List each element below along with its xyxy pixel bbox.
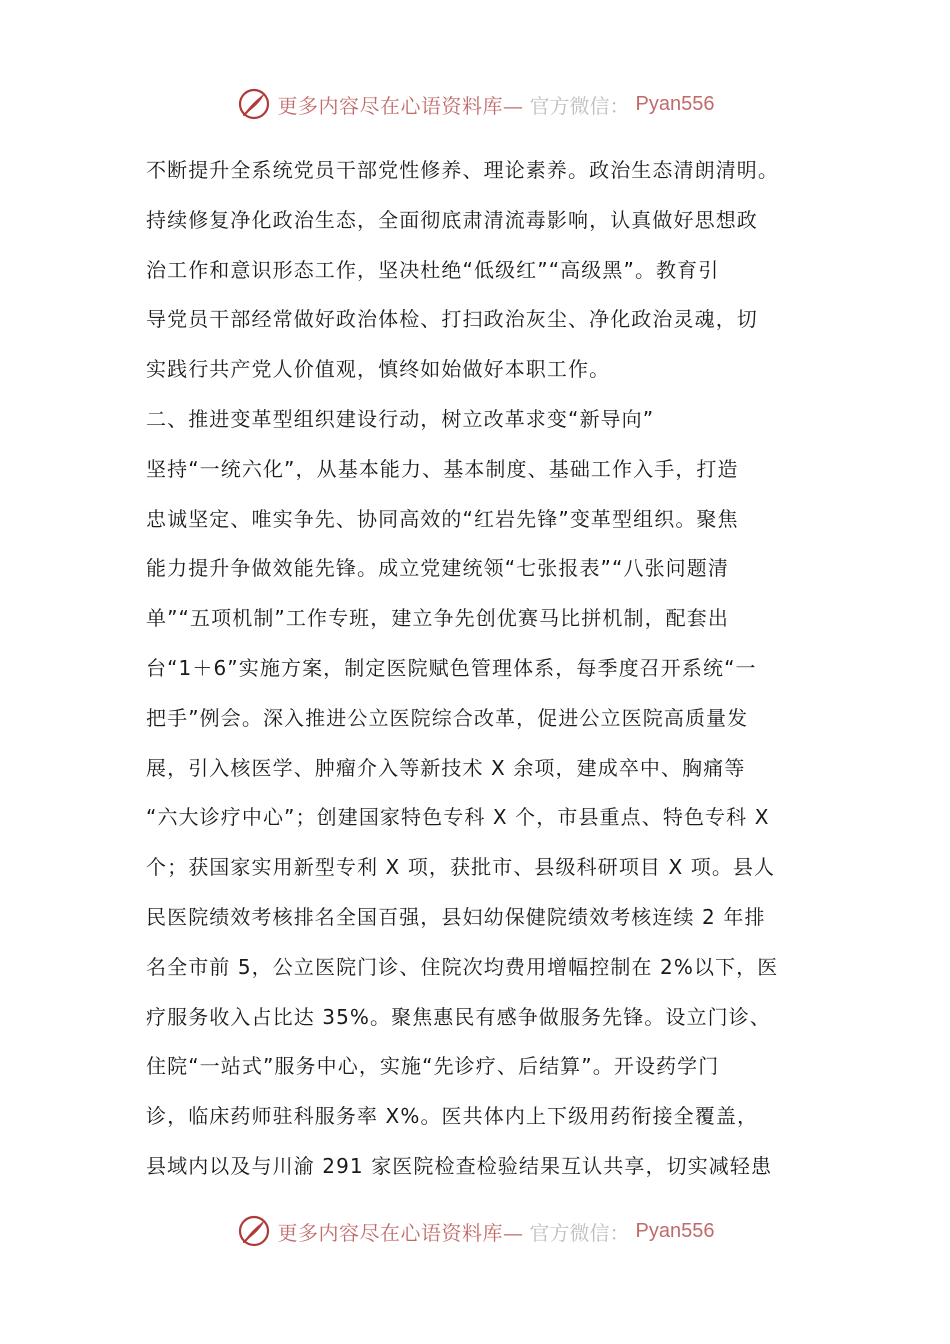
text-line: 能力提升争做效能先锋。成立党建统领“七张报表”“八张问题清 xyxy=(146,556,729,581)
quill-logo-icon xyxy=(236,86,272,122)
banner-wechat-label: 官方微信： xyxy=(529,93,630,118)
text-line: 导党员干部经常做好政治体检、打扫政治灰尘、净化政治灵魂，切 xyxy=(146,307,758,332)
text-line: 名全市前 5，公立医院门诊、住院次均费用增幅控制在 2%以下，医 xyxy=(146,954,779,979)
footer-banner xyxy=(0,1211,950,1251)
text-line: “六大诊疗中心”；创建国家特色专科 X 个，市县重点、特色专科 X xyxy=(146,805,770,830)
text-line: 不断提升全系统党员干部党性修养、理论素养。政治生态清朗清明。 xyxy=(146,158,779,182)
banner-wechat-id: Pyan556 xyxy=(635,1219,715,1242)
banner-wechat-label: 官方微信： xyxy=(529,1220,630,1245)
text-line: 持续修复净化政治生态，全面彻底肃清流毒影响，认真做好思想政 xyxy=(146,207,758,232)
text-line: 展，引入核医学、肿瘤介入等新技术 X 余项，建成卒中、胸痛等 xyxy=(146,755,746,780)
text-line: 诊，临床药师驻科服务率 X%。医共体内上下级用药衔接全覆盖， xyxy=(146,1104,759,1129)
banner-text: 更多内容尽在心语资料库— xyxy=(277,93,524,118)
text-line: 忠诚坚定、唯实争先、协同高效的“红岩先锋”变革型组织。聚焦 xyxy=(146,506,739,531)
text-line: 疗服务收入占比达 35%。聚焦惠民有感争做服务先锋。设立门诊、 xyxy=(146,1004,771,1029)
text-line: 治工作和意识形态工作，坚决杜绝“低级红”“高级黑”。教育引 xyxy=(146,257,720,282)
text-line: 县域内以及与川渝 291 家医院检查检验结果互认共享，切实减轻患 xyxy=(146,1153,773,1178)
quill-logo-icon xyxy=(236,1213,272,1249)
section-heading: 二、推进变革型组织建设行动，树立改革求变“新导向” xyxy=(146,406,655,431)
banner-wechat-id: Pyan556 xyxy=(635,92,715,115)
text-line: 民医院绩效考核排名全国百强，县妇幼保健院绩效考核连续 2 年排 xyxy=(146,904,766,929)
text-line: 台“1＋6”实施方案，制定医院赋色管理体系，每季度召开系统“一 xyxy=(146,655,757,680)
document-body xyxy=(146,146,826,1192)
text-line: 住院“一站式”服务中心，实施“先诊疗、后结算”。开设药学门 xyxy=(146,1054,720,1079)
text-line: 把手”例会。深入推进公立医院综合改革，促进公立医院高质量发 xyxy=(146,705,749,730)
text-line: 个；获国家实用新型专利 X 项，获批市、县级科研项目 X 项。县人 xyxy=(146,855,776,880)
banner-text: 更多内容尽在心语资料库— xyxy=(277,1220,524,1245)
text-line: 单”“五项机制”工作专班，建立争先创优赛马比拼机制，配套出 xyxy=(146,606,729,631)
text-line: 坚持“一统六化”，从基本能力、基本制度、基础工作入手，打造 xyxy=(146,456,739,481)
header-banner xyxy=(0,84,950,124)
text-line: 实践行共产党人价值观，慎终如始做好本职工作。 xyxy=(146,357,611,382)
